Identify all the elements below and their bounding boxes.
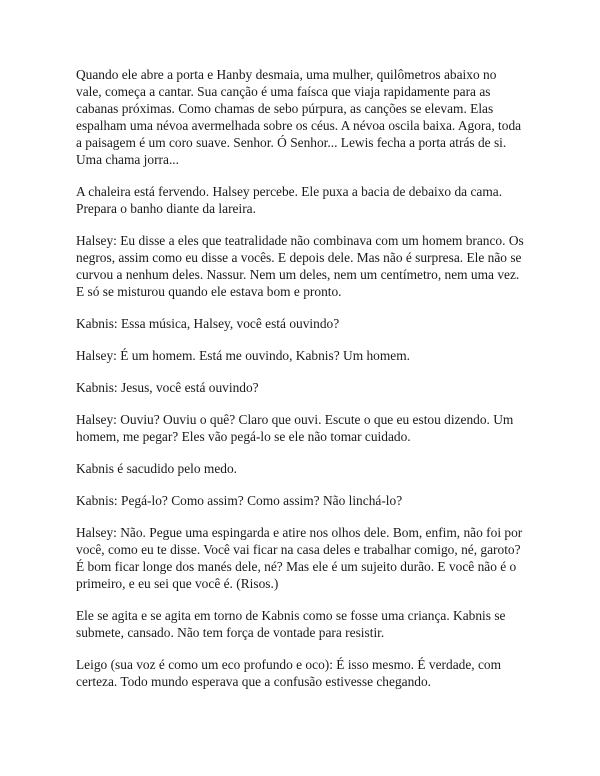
paragraph: Leigo (sua voz é como um eco profundo e oco): É isso mesmo. É verdade, com certeza. Todo mundo esperava que a confusão estivesse chegando. [76, 657, 502, 689]
paragraph: Kabnis: Essa música, Halsey, você está ouvindo? [76, 316, 340, 331]
paragraph: Quando ele abre a porta e Hanby desmaia, uma mulher, quilômetros abaixo no vale, começa a cantar. Sua canção é uma faísca que viaja rapidamente para as cabanas próximas. Como chamas de sebo púrpura, as canções se elevam. Elas espalham uma névoa avermelhada sobre os céus. A névoa oscila baixa. Agora, toda a paisagem é um coro suave. Senhor. Ó Senhor... Lewis fecha a porta atrás de si. Uma chama jorra... [76, 67, 522, 167]
paragraph: Halsey: Não. Pegue uma espingarda e atire nos olhos dele. Bom, enfim, não foi por você, como eu te disse. Você vai ficar na casa deles e trabalhar comigo, né, garoto? É bom ficar longe dos manés dele, né? Mas ele é um sujeito durão. E você não é o primeiro, e eu sei que você é. (Risos.) [76, 525, 523, 591]
paragraph: Kabnis é sacudido pelo medo. [76, 461, 238, 476]
paragraph: Ele se agita e se agita em torno de Kabnis como se fosse uma criança. Kabnis se submete, cansado. Não tem força de vontade para resistir. [76, 608, 506, 640]
paragraph: Kabnis: Pegá-lo? Como assim? Como assim? Não linchá-lo? [76, 493, 403, 508]
paragraph: A chaleira está fervendo. Halsey percebe. Ele puxa a bacia de debaixo da cama. Prepara o banho diante da lareira. [76, 184, 503, 216]
paragraph: Kabnis: Jesus, você está ouvindo? [76, 380, 259, 395]
paragraph: Halsey: Ouviu? Ouviu o quê? Claro que ouvi. Escute o que eu estou dizendo. Um homem, me pegar? Eles vão pegá-lo se ele não tomar cuidado. [76, 412, 514, 444]
paragraph: Halsey: Eu disse a eles que teatralidade não combinava com um homem branco. Os negros, assim como eu disse a vocês. E depois dele. Mas não é surpresa. Ele não se curvou a nenhum deles. Nassur. Nem um deles, nem um centímetro, nem uma vez. E só se misturou quando ele estava bom e pronto. [76, 233, 524, 299]
paragraph: Halsey: É um homem. Está me ouvindo, Kabnis? Um homem. [76, 348, 410, 363]
